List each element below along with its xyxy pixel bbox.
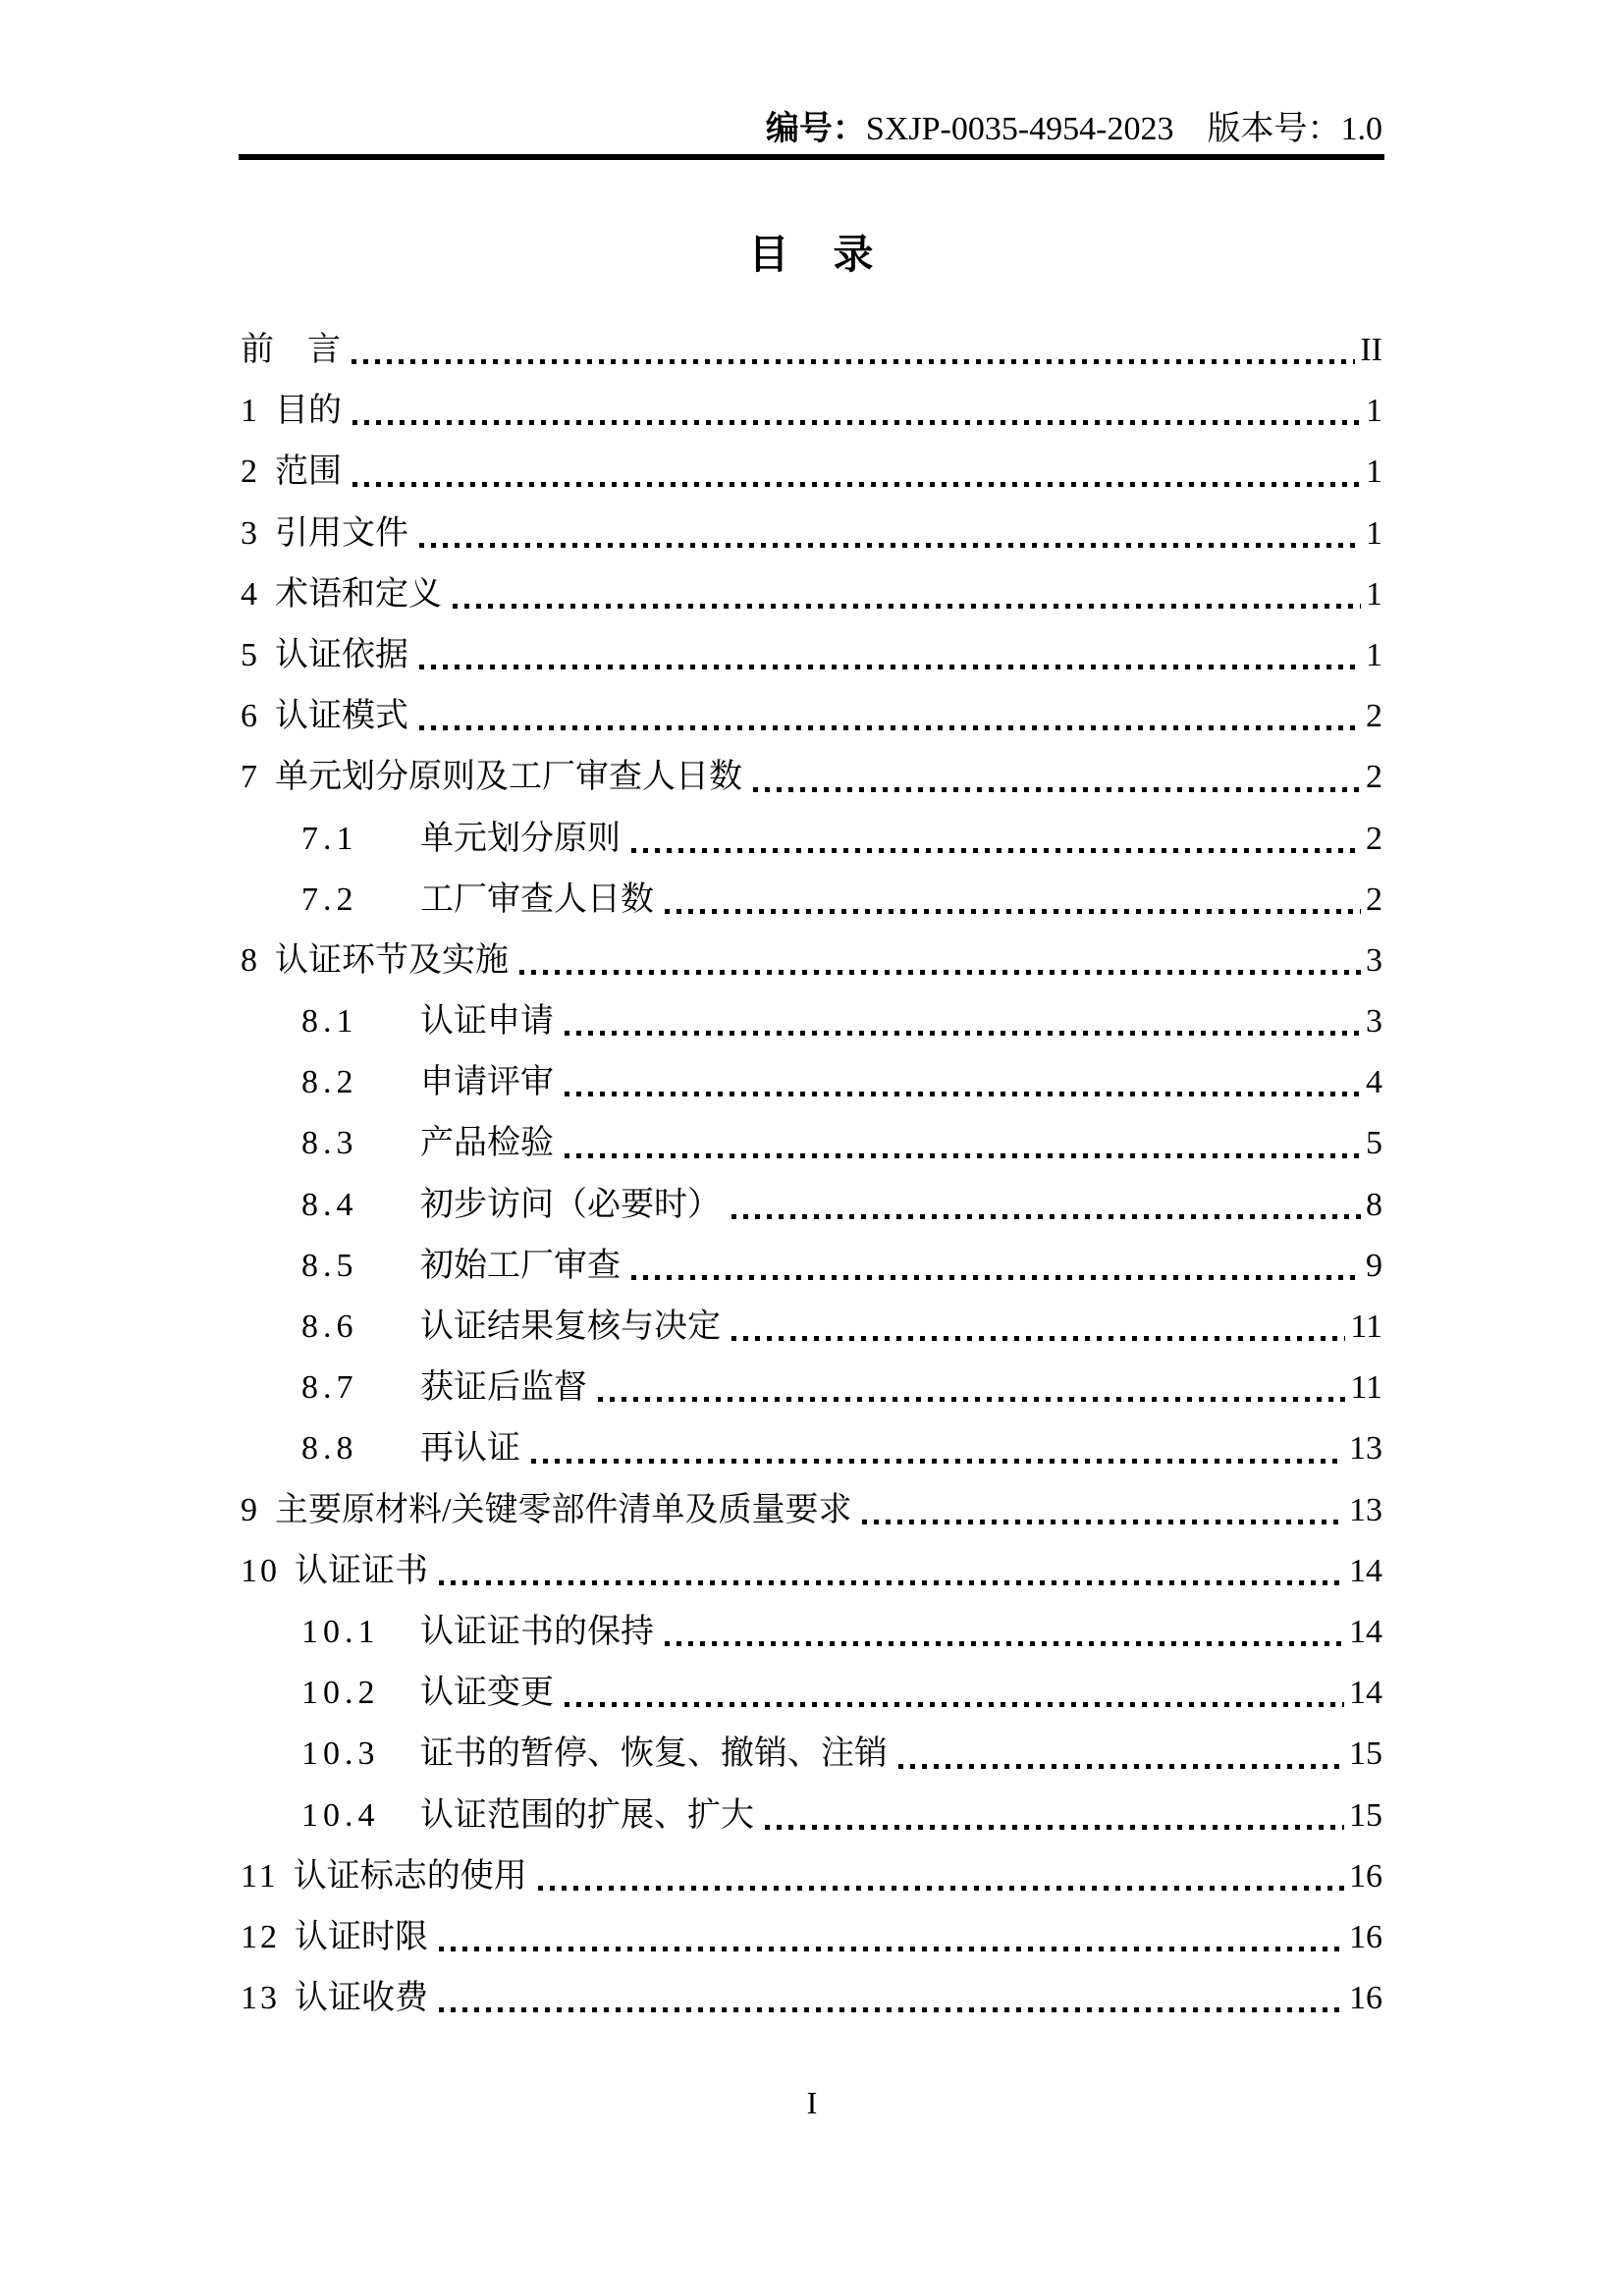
toc-entry-label: 获证后监督 [420,1369,587,1407]
toc-entry[interactable] [241,504,1382,564]
toc-entry[interactable] [241,625,1382,686]
toc-entry-label: 工厂审查人日数 [420,881,654,918]
toc-entry-page: 14 [1349,1613,1382,1650]
toc-entry-page: 16 [1349,1857,1382,1895]
footer-page-number: I [806,2085,818,2120]
toc-entry-label: 认证结果复核与决定 [420,1308,721,1345]
toc-dot-leader [517,931,1364,991]
toc-entry[interactable] [241,1358,1382,1418]
toc-dot-leader [437,1968,1347,2029]
toc-entry-label: 认证证书的保持 [420,1613,654,1650]
toc-entry-page: 1 [1366,393,1382,430]
toc-entry-page: 11 [1350,1369,1382,1407]
toc-entry[interactable] [241,1052,1382,1113]
toc-entry-page: 2 [1366,881,1382,918]
toc-entry-number: 8.5 [301,1247,358,1284]
toc-entry-page: 3 [1366,1003,1382,1041]
toc-dot-leader [437,1541,1347,1602]
toc-dot-leader [730,1175,1364,1236]
toc-entry-number: 6 [241,698,260,735]
toc-dot-leader [529,1418,1347,1479]
toc-entry-label: 引用文件 [275,514,408,552]
toc-dot-leader [663,870,1364,931]
toc-entry[interactable] [241,1786,1382,1846]
toc-entry-label: 范围 [275,454,342,491]
toc-entry[interactable] [241,381,1382,442]
toc-entry-number: 7.1 [301,820,358,857]
toc-entry-number: 8.1 [301,1003,358,1041]
page-title: 目 录 [748,232,876,277]
toc-dot-leader [629,1236,1364,1297]
toc-entry-page: 5 [1366,1125,1382,1162]
toc-entry[interactable] [241,1480,1382,1541]
toc-dot-leader [350,320,1358,381]
toc-entry-number: 8.6 [301,1308,358,1345]
toc-entry-number: 1 [241,393,260,430]
toc-entry-label: 认证模式 [275,698,408,735]
toc-entry[interactable] [241,442,1382,503]
toc-entry[interactable] [241,1846,1382,1907]
toc-entry[interactable] [241,870,1382,931]
toc-dot-leader [437,1907,1347,1968]
toc-entry[interactable] [241,1968,1382,2029]
toc-entry-page: II [1360,332,1382,368]
toc-entry-label: 认证范围的扩展、扩大 [420,1796,754,1834]
toc-dot-leader [417,504,1364,564]
toc-dot-leader [536,1846,1347,1907]
toc-entry-label: 认证环节及实施 [275,941,509,979]
toc-dot-leader [751,747,1364,808]
toc-dot-leader [763,1786,1347,1846]
toc-entry[interactable] [241,747,1382,808]
document-header [241,108,1382,151]
toc-entry-page: 13 [1349,1491,1382,1528]
toc-entry-label: 认证依据 [275,636,408,673]
toc-dot-leader [351,442,1364,503]
toc-entry[interactable] [241,564,1382,625]
doc-number-label: 编号： [765,111,866,147]
toc-entry-number: 10.3 [301,1735,380,1773]
toc-entry-page: 14 [1349,1675,1382,1712]
toc-dot-leader [563,1113,1364,1174]
toc-entry-page: 14 [1349,1552,1382,1589]
toc-entry[interactable] [241,1724,1382,1785]
toc-entry-label: 认证申请 [420,1003,554,1041]
toc-entry-page: 1 [1366,636,1382,673]
toc-entry[interactable] [241,1541,1382,1602]
toc-entry-page: 3 [1366,941,1382,979]
toc-dot-leader [563,991,1364,1052]
toc-entry-number: 10 [241,1552,280,1589]
toc-entry[interactable] [241,809,1382,870]
toc-entry-number: 8.3 [301,1125,358,1162]
toc-dot-leader [351,381,1364,442]
toc-dot-leader [860,1480,1347,1541]
toc-entry-page: 11 [1350,1308,1382,1345]
toc-entry-label: 认证变更 [420,1675,554,1712]
toc-dot-leader [563,1052,1364,1113]
toc-entry-label: 产品检验 [420,1125,554,1162]
toc-entry-page: 8 [1366,1186,1382,1223]
toc-entry-number: 12 [241,1918,280,1955]
toc-entry[interactable] [241,1418,1382,1479]
toc-entry-label: 认证标志的使用 [293,1857,527,1895]
toc-entry-number: 7.2 [301,881,358,918]
toc-entry-page: 1 [1366,575,1382,613]
toc-entry[interactable] [241,1175,1382,1236]
version-value: 1.0 [1340,111,1382,147]
toc-entry-label: 术语和定义 [275,575,442,613]
toc-entry[interactable] [241,1907,1382,1968]
toc-entry-label: 主要原材料/关键零部件清单及质量要求 [275,1491,852,1528]
toc-entry-label: 初步访问（必要时） [420,1186,721,1223]
toc-entry-number: 10.4 [301,1796,380,1834]
toc-dot-leader [417,686,1364,747]
toc-entry-label: 认证收费 [295,1980,428,2017]
toc-entry-label: 证书的暂停、恢复、撤销、注销 [420,1735,888,1773]
toc-entry[interactable] [241,1663,1382,1724]
toc-entry[interactable] [241,931,1382,991]
toc-entry-number: 11 [241,1857,279,1895]
toc-entry-page: 15 [1349,1735,1382,1773]
toc-entry-label: 单元划分原则 [420,820,621,857]
toc-entry-page: 16 [1349,1918,1382,1955]
toc-entry-label: 目的 [275,393,342,430]
toc-entry-page: 2 [1366,759,1382,796]
toc-entry-page: 16 [1349,1980,1382,2017]
toc-entry[interactable] [241,1113,1382,1174]
toc-entry-page: 13 [1349,1430,1382,1468]
toc-entry-number: 8.7 [301,1369,358,1407]
toc-entry-number: 3 [241,514,260,552]
toc-entry-page: 1 [1366,454,1382,491]
toc-entry-number: 8 [241,941,260,979]
toc-entry-number: 7 [241,759,260,796]
toc-dot-leader [563,1663,1347,1724]
toc-entry-number: 13 [241,1980,280,2017]
header-rule [239,154,1384,160]
toc-entry-number: 8.8 [301,1430,358,1468]
toc-entry-label: 再认证 [420,1430,520,1468]
toc-entry[interactable] [241,320,1382,381]
toc-entry-label: 前 言 [241,332,341,368]
toc-dot-leader [629,809,1364,870]
toc-entry-number: 10.1 [301,1613,380,1650]
toc-entry[interactable] [241,1297,1382,1358]
toc-dot-leader [596,1358,1348,1418]
toc-entry-label: 申请评审 [420,1064,554,1101]
toc-entry-page: 9 [1366,1247,1382,1284]
toc-entry-number: 8.2 [301,1064,358,1101]
toc-dot-leader [730,1297,1348,1358]
toc-entry[interactable] [241,1602,1382,1663]
toc-entry-number: 2 [241,454,260,491]
toc-entry-number: 5 [241,636,260,673]
toc-dot-leader [663,1602,1347,1663]
toc-entry-page: 4 [1366,1064,1382,1101]
toc-entry-page: 15 [1349,1796,1382,1834]
toc-entry-label: 认证时限 [295,1918,428,1955]
toc-entry[interactable] [241,991,1382,1052]
toc-entry-number: 10.2 [301,1675,380,1712]
toc-entry-page: 2 [1366,820,1382,857]
toc-entry[interactable] [241,1236,1382,1297]
toc-dot-leader [451,564,1364,625]
toc-entry-label: 初始工厂审查 [420,1247,621,1284]
toc-dot-leader [896,1724,1347,1785]
toc-dot-leader [417,625,1364,686]
toc-entry-number: 4 [241,575,260,613]
doc-number-value: SXJP-0035-4954-2023 [865,111,1174,147]
toc-entry-page: 2 [1366,698,1382,735]
toc-entry-number: 9 [241,1491,260,1528]
version-label: 版本号： [1207,111,1341,147]
toc-entry-number: 8.4 [301,1186,358,1223]
toc-entry-label: 单元划分原则及工厂审查人日数 [275,759,742,796]
toc-list [241,320,1382,2029]
toc-entry[interactable] [241,686,1382,747]
toc-entry-page: 1 [1366,514,1382,552]
toc-entry-label: 认证证书 [295,1552,428,1589]
